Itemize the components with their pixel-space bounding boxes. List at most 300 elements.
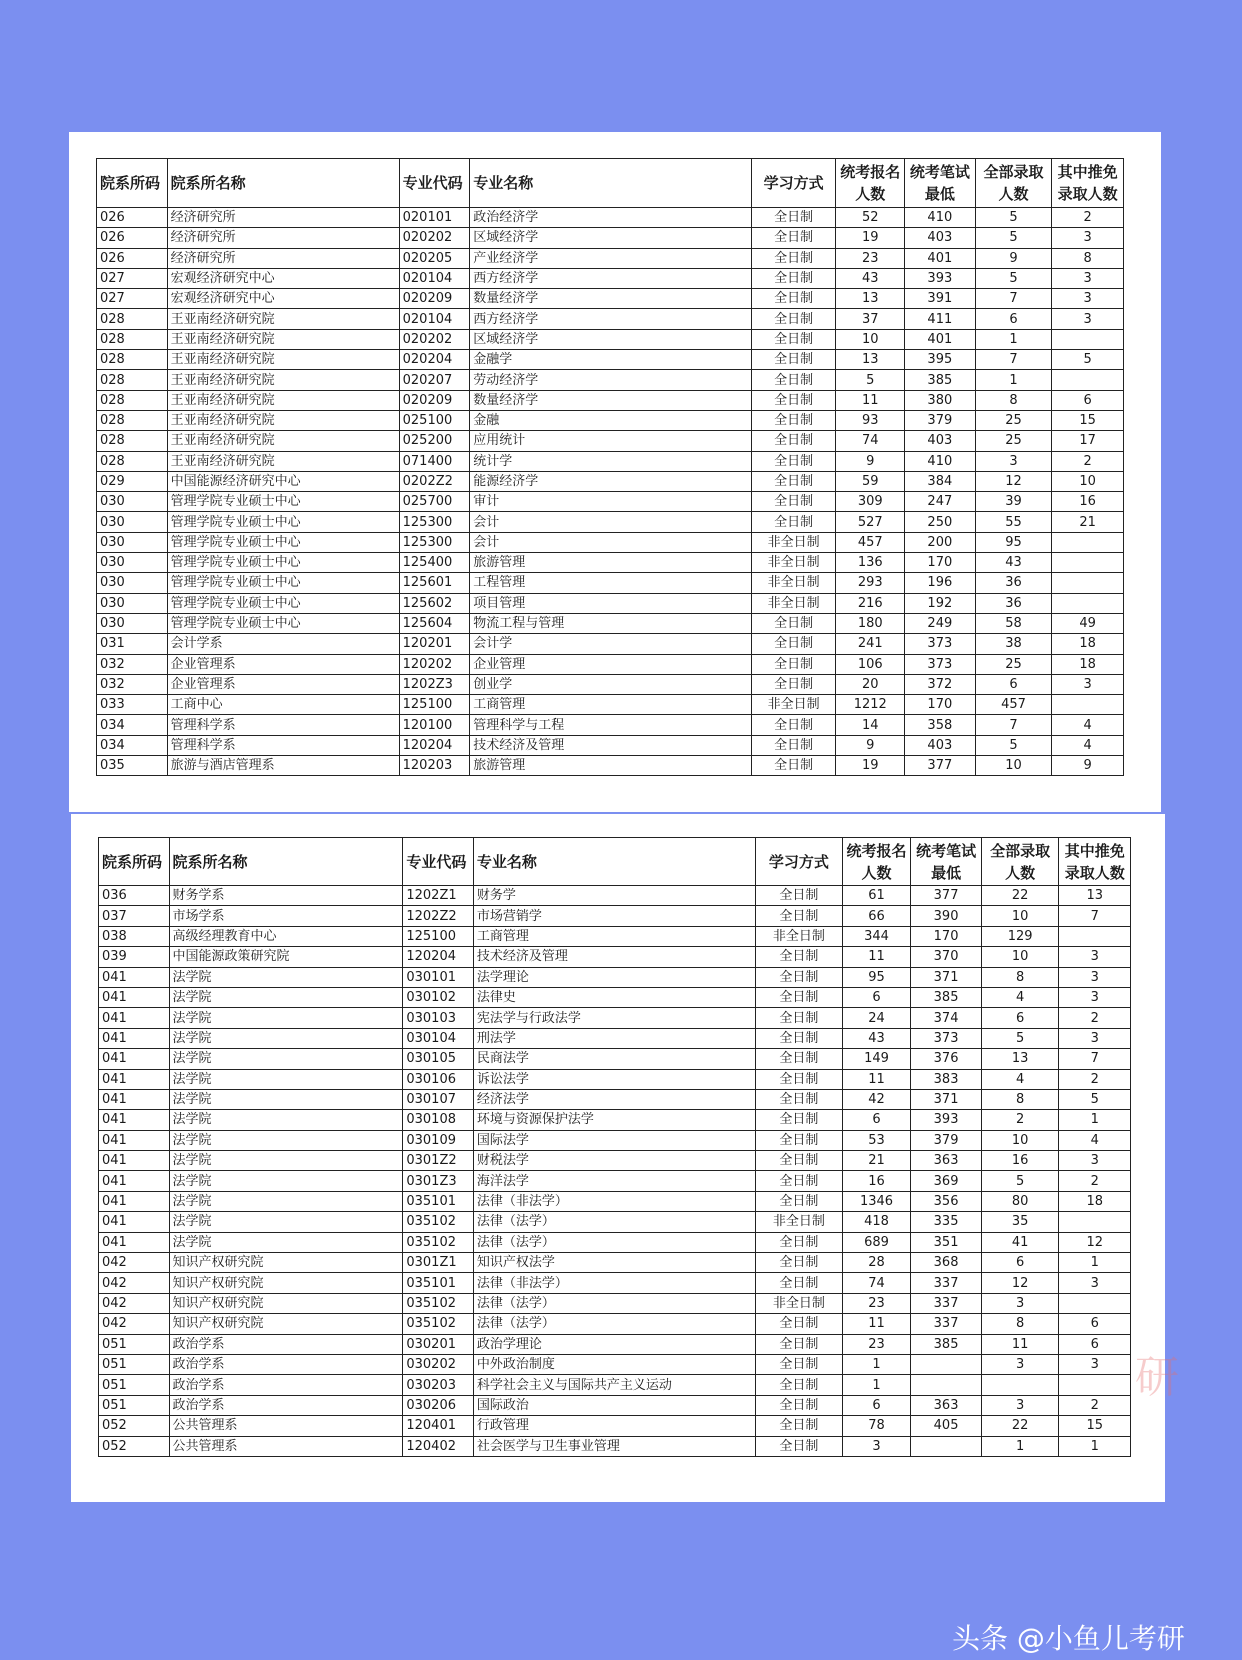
cell-dept-code: 029 xyxy=(97,471,168,491)
cell-dept-code: 051 xyxy=(99,1354,170,1374)
cell-min-score xyxy=(911,1354,982,1374)
cell-min-score: 373 xyxy=(905,654,976,674)
cell-study-mode: 全日制 xyxy=(751,735,836,755)
cell-dept-code: 028 xyxy=(97,451,168,471)
cell-study-mode: 全日制 xyxy=(756,1069,843,1089)
cell-study-mode: 全日制 xyxy=(751,451,836,471)
cell-min-score: 377 xyxy=(905,756,976,776)
cell-applicants: 241 xyxy=(836,634,905,654)
cell-study-mode: 全日制 xyxy=(756,886,843,906)
cell-applicants: 180 xyxy=(836,613,905,633)
cell-study-mode: 全日制 xyxy=(751,228,836,248)
cell-recommended: 3 xyxy=(1059,987,1131,1007)
score-sheet-part-2 xyxy=(71,814,1179,1502)
cell-study-mode: 全日制 xyxy=(751,431,836,451)
table-row xyxy=(99,1008,1131,1028)
cell-study-mode: 全日制 xyxy=(756,987,843,1007)
cell-major-name: 产业经济学 xyxy=(470,248,751,268)
cell-dept-name: 法学院 xyxy=(169,1130,403,1150)
cell-dept-code: 030 xyxy=(97,492,168,512)
cell-min-score: 379 xyxy=(911,1130,982,1150)
cell-recommended: 9 xyxy=(1052,756,1124,776)
cell-study-mode: 全日制 xyxy=(751,634,836,654)
cell-recommended: 15 xyxy=(1059,1416,1131,1436)
table-row xyxy=(97,451,1124,471)
table-row xyxy=(99,1395,1131,1415)
cell-dept-code: 030 xyxy=(97,553,168,573)
cell-major-code: 030105 xyxy=(403,1049,474,1069)
cell-dept-name: 中国能源政策研究院 xyxy=(169,947,403,967)
cell-major-name: 数量经济学 xyxy=(470,390,751,410)
cell-admitted: 10 xyxy=(981,947,1059,967)
cell-admitted: 3 xyxy=(981,1395,1059,1415)
cell-applicants: 309 xyxy=(836,492,905,512)
cell-study-mode: 非全日制 xyxy=(756,1293,843,1313)
cell-admitted: 8 xyxy=(981,967,1059,987)
header-major-code: 专业代码 xyxy=(399,159,470,208)
cell-recommended: 6 xyxy=(1052,390,1124,410)
cell-recommended xyxy=(1059,1375,1131,1395)
cell-major-code: 035102 xyxy=(403,1212,474,1232)
table-row xyxy=(97,208,1124,228)
cell-dept-name: 高级经理教育中心 xyxy=(169,926,403,946)
cell-min-score: 356 xyxy=(911,1191,982,1211)
table-row xyxy=(97,410,1124,430)
cell-major-code: 020101 xyxy=(399,208,470,228)
cell-dept-code: 041 xyxy=(99,987,170,1007)
cell-dept-name: 宏观经济研究中心 xyxy=(167,268,399,288)
cell-recommended: 17 xyxy=(1052,431,1124,451)
table-2-body xyxy=(99,886,1131,1457)
table-row xyxy=(97,431,1124,451)
cell-dept-code: 041 xyxy=(99,1171,170,1191)
cell-study-mode: 全日制 xyxy=(751,208,836,228)
cell-major-name: 诉讼法学 xyxy=(473,1069,755,1089)
table-row xyxy=(97,309,1124,329)
cell-dept-name: 法学院 xyxy=(169,1110,403,1130)
cell-recommended: 10 xyxy=(1052,471,1124,491)
cell-applicants: 52 xyxy=(836,208,905,228)
cell-dept-name: 中国能源经济研究中心 xyxy=(167,471,399,491)
cell-dept-name: 管理学院专业硕士中心 xyxy=(167,613,399,633)
table-row xyxy=(97,370,1124,390)
cell-study-mode: 全日制 xyxy=(756,1253,843,1273)
cell-min-score: 170 xyxy=(911,926,982,946)
cell-admitted: 10 xyxy=(981,1130,1059,1150)
cell-admitted: 3 xyxy=(981,1354,1059,1374)
cell-recommended xyxy=(1052,370,1124,390)
cell-admitted: 1 xyxy=(975,329,1052,349)
cell-dept-name: 工商中心 xyxy=(167,695,399,715)
cell-applicants: 23 xyxy=(842,1293,911,1313)
cell-admitted: 10 xyxy=(981,906,1059,926)
cell-dept-name: 王亚南经济研究院 xyxy=(167,350,399,370)
header-dept-code: 院系所码 xyxy=(99,838,170,886)
cell-major-code: 120202 xyxy=(399,654,470,674)
table-row xyxy=(99,1028,1131,1048)
cell-dept-code: 041 xyxy=(99,1069,170,1089)
table-row xyxy=(99,886,1131,906)
table-row xyxy=(99,1110,1131,1130)
cell-dept-name: 王亚南经济研究院 xyxy=(167,431,399,451)
cell-study-mode: 全日制 xyxy=(751,410,836,430)
cell-dept-name: 管理学院专业硕士中心 xyxy=(167,532,399,552)
cell-recommended: 1 xyxy=(1059,1436,1131,1456)
header-recommended: 其中推免录取人数 xyxy=(1059,838,1131,886)
cell-dept-name: 旅游与酒店管理系 xyxy=(167,756,399,776)
cell-admitted: 11 xyxy=(981,1334,1059,1354)
cell-min-score: 170 xyxy=(905,695,976,715)
cell-min-score: 385 xyxy=(911,1334,982,1354)
table-row xyxy=(99,1375,1131,1395)
cell-applicants: 9 xyxy=(836,451,905,471)
cell-min-score: 393 xyxy=(911,1110,982,1130)
cell-major-code: 120204 xyxy=(403,947,474,967)
cell-recommended: 21 xyxy=(1052,512,1124,532)
cell-major-code: 120203 xyxy=(399,756,470,776)
table-row xyxy=(99,1293,1131,1313)
cell-recommended xyxy=(1059,1293,1131,1313)
cell-applicants: 59 xyxy=(836,471,905,491)
cell-major-code: 120402 xyxy=(403,1436,474,1456)
table-row xyxy=(99,1049,1131,1069)
cell-dept-code: 030 xyxy=(97,593,168,613)
cell-admitted: 9 xyxy=(975,248,1052,268)
cell-min-score: 403 xyxy=(905,228,976,248)
cell-major-name: 法学理论 xyxy=(473,967,755,987)
cell-major-name: 创业学 xyxy=(470,674,751,694)
cell-dept-code: 041 xyxy=(99,1212,170,1232)
cell-applicants: 13 xyxy=(836,289,905,309)
cell-recommended: 2 xyxy=(1052,451,1124,471)
cell-major-name: 政治学理论 xyxy=(473,1334,755,1354)
footer-credit: 头条 @小鱼儿考研 xyxy=(952,1622,1185,1655)
table-row xyxy=(97,329,1124,349)
cell-applicants: 1 xyxy=(842,1354,911,1374)
cell-min-score: 368 xyxy=(911,1253,982,1273)
cell-major-code: 030108 xyxy=(403,1110,474,1130)
cell-study-mode: 全日制 xyxy=(751,654,836,674)
cell-major-name: 经济法学 xyxy=(473,1089,755,1109)
cell-min-score: 377 xyxy=(911,886,982,906)
cell-dept-code: 028 xyxy=(97,350,168,370)
cell-admitted: 5 xyxy=(975,208,1052,228)
cell-admitted: 8 xyxy=(981,1089,1059,1109)
cell-admitted: 6 xyxy=(981,1008,1059,1028)
cell-recommended xyxy=(1059,1212,1131,1232)
cell-major-code: 035102 xyxy=(403,1232,474,1252)
cell-min-score: 376 xyxy=(911,1049,982,1069)
cell-dept-code: 041 xyxy=(99,1232,170,1252)
header-study-mode: 学习方式 xyxy=(751,159,836,208)
cell-major-name: 技术经济及管理 xyxy=(473,947,755,967)
cell-recommended: 5 xyxy=(1059,1089,1131,1109)
cell-major-name: 会计 xyxy=(470,512,751,532)
cell-major-code: 020207 xyxy=(399,370,470,390)
cell-dept-name: 王亚南经济研究院 xyxy=(167,309,399,329)
cell-dept-name: 经济研究所 xyxy=(167,248,399,268)
cell-major-name: 会计 xyxy=(470,532,751,552)
cell-dept-name: 知识产权研究院 xyxy=(169,1314,403,1334)
cell-applicants: 9 xyxy=(836,735,905,755)
cell-dept-code: 038 xyxy=(99,926,170,946)
cell-dept-name: 经济研究所 xyxy=(167,228,399,248)
cell-major-name: 会计学 xyxy=(470,634,751,654)
cell-major-name: 金融 xyxy=(470,410,751,430)
cell-major-name: 项目管理 xyxy=(470,593,751,613)
header-recommended: 其中推免录取人数 xyxy=(1052,159,1124,208)
cell-admitted: 6 xyxy=(975,674,1052,694)
cell-dept-code: 042 xyxy=(99,1293,170,1313)
cell-dept-code: 042 xyxy=(99,1273,170,1293)
cell-major-name: 国际法学 xyxy=(473,1130,755,1150)
cell-dept-name: 法学院 xyxy=(169,1049,403,1069)
cell-study-mode: 全日制 xyxy=(756,1232,843,1252)
table-row xyxy=(99,987,1131,1007)
cell-study-mode: 非全日制 xyxy=(751,532,836,552)
cell-study-mode: 非全日制 xyxy=(751,593,836,613)
cell-major-code: 125300 xyxy=(399,532,470,552)
cell-major-code: 0301Z2 xyxy=(403,1151,474,1171)
cell-major-code: 030103 xyxy=(403,1008,474,1028)
cell-min-score: 385 xyxy=(905,370,976,390)
table-row xyxy=(99,1191,1131,1211)
cell-admitted: 36 xyxy=(975,573,1052,593)
cell-dept-code: 041 xyxy=(99,1008,170,1028)
cell-major-code: 030203 xyxy=(403,1375,474,1395)
cell-dept-code: 026 xyxy=(97,208,168,228)
cell-min-score: 370 xyxy=(911,947,982,967)
cell-major-name: 技术经济及管理 xyxy=(470,735,751,755)
cell-study-mode: 全日制 xyxy=(751,674,836,694)
score-sheet-part-1 xyxy=(69,132,1161,812)
cell-major-code: 030202 xyxy=(403,1354,474,1374)
cell-min-score: 170 xyxy=(905,553,976,573)
cell-dept-code: 031 xyxy=(97,634,168,654)
cell-applicants: 6 xyxy=(842,987,911,1007)
cell-applicants: 5 xyxy=(836,370,905,390)
cell-admitted: 1 xyxy=(975,370,1052,390)
cell-admitted: 25 xyxy=(975,654,1052,674)
cell-dept-code: 028 xyxy=(97,410,168,430)
cell-applicants: 14 xyxy=(836,715,905,735)
cell-recommended: 7 xyxy=(1059,1049,1131,1069)
cell-major-name: 海洋法学 xyxy=(473,1171,755,1191)
table-row xyxy=(97,289,1124,309)
cell-applicants: 11 xyxy=(842,947,911,967)
cell-admitted: 5 xyxy=(975,735,1052,755)
cell-dept-name: 王亚南经济研究院 xyxy=(167,410,399,430)
cell-study-mode: 全日制 xyxy=(756,1334,843,1354)
cell-major-code: 1202Z2 xyxy=(403,906,474,926)
cell-min-score: 200 xyxy=(905,532,976,552)
header-row xyxy=(97,159,1124,208)
cell-dept-code: 035 xyxy=(97,756,168,776)
cell-study-mode: 全日制 xyxy=(751,289,836,309)
cell-applicants: 1 xyxy=(842,1375,911,1395)
cell-dept-code: 042 xyxy=(99,1314,170,1334)
cell-min-score: 410 xyxy=(905,208,976,228)
table-row xyxy=(97,613,1124,633)
cell-admitted: 38 xyxy=(975,634,1052,654)
cell-study-mode: 全日制 xyxy=(751,756,836,776)
cell-study-mode: 全日制 xyxy=(756,1110,843,1130)
table-row xyxy=(97,471,1124,491)
cell-major-name: 旅游管理 xyxy=(470,553,751,573)
cell-dept-code: 036 xyxy=(99,886,170,906)
cell-applicants: 216 xyxy=(836,593,905,613)
cell-dept-code: 028 xyxy=(97,431,168,451)
cell-min-score: 337 xyxy=(911,1273,982,1293)
cell-study-mode: 全日制 xyxy=(756,1273,843,1293)
cell-recommended: 3 xyxy=(1052,268,1124,288)
cell-applicants: 106 xyxy=(836,654,905,674)
header-applicants: 统考报名人数 xyxy=(842,838,911,886)
cell-dept-name: 法学院 xyxy=(169,1232,403,1252)
cell-recommended: 3 xyxy=(1059,1273,1131,1293)
cell-recommended: 3 xyxy=(1059,947,1131,967)
table-row xyxy=(99,1171,1131,1191)
table-row xyxy=(97,674,1124,694)
cell-dept-code: 034 xyxy=(97,735,168,755)
cell-major-code: 035101 xyxy=(403,1273,474,1293)
cell-study-mode: 全日制 xyxy=(756,1171,843,1191)
cell-min-score: 395 xyxy=(905,350,976,370)
table-row xyxy=(99,1089,1131,1109)
cell-study-mode: 非全日制 xyxy=(756,926,843,946)
cell-major-name: 法律（法学） xyxy=(473,1232,755,1252)
cell-dept-name: 管理科学系 xyxy=(167,715,399,735)
cell-min-score: 401 xyxy=(905,329,976,349)
table-row xyxy=(97,654,1124,674)
header-admitted: 全部录取人数 xyxy=(981,838,1059,886)
cell-min-score: 196 xyxy=(905,573,976,593)
header-study-mode: 学习方式 xyxy=(756,838,843,886)
cell-study-mode: 全日制 xyxy=(751,268,836,288)
cell-major-name: 社会医学与卫生事业管理 xyxy=(473,1436,755,1456)
cell-study-mode: 全日制 xyxy=(751,471,836,491)
cell-min-score: 405 xyxy=(911,1416,982,1436)
cell-dept-code: 042 xyxy=(99,1253,170,1273)
cell-major-name: 行政管理 xyxy=(473,1416,755,1436)
cell-recommended: 7 xyxy=(1059,906,1131,926)
cell-recommended: 2 xyxy=(1059,1008,1131,1028)
cell-min-score: 192 xyxy=(905,593,976,613)
cell-major-code: 035102 xyxy=(403,1314,474,1334)
cell-dept-name: 政治学系 xyxy=(169,1395,403,1415)
cell-dept-code: 034 xyxy=(97,715,168,735)
table-row xyxy=(99,947,1131,967)
cell-dept-name: 政治学系 xyxy=(169,1354,403,1374)
cell-dept-code: 051 xyxy=(99,1334,170,1354)
cell-admitted: 7 xyxy=(975,715,1052,735)
cell-admitted: 6 xyxy=(981,1253,1059,1273)
cell-applicants: 6 xyxy=(842,1110,911,1130)
cell-recommended: 1 xyxy=(1059,1110,1131,1130)
cell-study-mode: 全日制 xyxy=(756,1028,843,1048)
cell-min-score: 373 xyxy=(911,1028,982,1048)
cell-admitted: 13 xyxy=(981,1049,1059,1069)
cell-recommended: 2 xyxy=(1059,1171,1131,1191)
cell-dept-name: 知识产权研究院 xyxy=(169,1293,403,1313)
cell-major-code: 025200 xyxy=(399,431,470,451)
cell-dept-name: 知识产权研究院 xyxy=(169,1253,403,1273)
table-row xyxy=(99,1273,1131,1293)
cell-admitted: 22 xyxy=(981,1416,1059,1436)
cell-major-name: 工商管理 xyxy=(470,695,751,715)
cell-admitted: 8 xyxy=(981,1314,1059,1334)
cell-study-mode: 全日制 xyxy=(751,350,836,370)
admission-table-2 xyxy=(98,837,1131,1457)
cell-min-score: 363 xyxy=(911,1395,982,1415)
cell-study-mode: 全日制 xyxy=(751,248,836,268)
cell-min-score: 351 xyxy=(911,1232,982,1252)
cell-applicants: 3 xyxy=(842,1436,911,1456)
cell-applicants: 74 xyxy=(842,1273,911,1293)
cell-study-mode: 全日制 xyxy=(751,390,836,410)
cell-recommended: 2 xyxy=(1059,1395,1131,1415)
cell-applicants: 1346 xyxy=(842,1191,911,1211)
cell-min-score: 401 xyxy=(905,248,976,268)
cell-dept-code: 041 xyxy=(99,1151,170,1171)
cell-admitted: 457 xyxy=(975,695,1052,715)
table-row xyxy=(99,1232,1131,1252)
cell-admitted: 5 xyxy=(975,228,1052,248)
cell-min-score: 390 xyxy=(911,906,982,926)
cell-admitted: 1 xyxy=(981,1436,1059,1456)
header-dept-name: 院系所名称 xyxy=(167,159,399,208)
cell-major-name: 政治经济学 xyxy=(470,208,751,228)
cell-admitted: 80 xyxy=(981,1191,1059,1211)
cell-major-name: 知识产权法学 xyxy=(473,1253,755,1273)
cell-applicants: 93 xyxy=(836,410,905,430)
cell-major-code: 1202Z1 xyxy=(403,886,474,906)
cell-dept-code: 030 xyxy=(97,512,168,532)
cell-major-code: 125400 xyxy=(399,553,470,573)
table-row xyxy=(97,512,1124,532)
cell-study-mode: 非全日制 xyxy=(751,695,836,715)
cell-major-code: 0301Z1 xyxy=(403,1253,474,1273)
cell-applicants: 344 xyxy=(842,926,911,946)
cell-applicants: 10 xyxy=(836,329,905,349)
cell-min-score: 380 xyxy=(905,390,976,410)
cell-dept-name: 企业管理系 xyxy=(167,674,399,694)
cell-min-score: 371 xyxy=(911,967,982,987)
table-row xyxy=(99,1314,1131,1334)
cell-applicants: 16 xyxy=(842,1171,911,1191)
cell-min-score xyxy=(911,1436,982,1456)
cell-major-code: 030101 xyxy=(403,967,474,987)
cell-dept-name: 公共管理系 xyxy=(169,1436,403,1456)
cell-dept-code: 051 xyxy=(99,1375,170,1395)
cell-dept-name: 法学院 xyxy=(169,1151,403,1171)
cell-study-mode: 全日制 xyxy=(756,1151,843,1171)
cell-major-name: 旅游管理 xyxy=(470,756,751,776)
cell-admitted: 16 xyxy=(981,1151,1059,1171)
cell-admitted: 43 xyxy=(975,553,1052,573)
table-row xyxy=(99,1069,1131,1089)
cell-dept-name: 公共管理系 xyxy=(169,1416,403,1436)
table-row xyxy=(99,926,1131,946)
cell-min-score: 249 xyxy=(905,613,976,633)
watermark-seal: 研 xyxy=(1135,1352,1179,1403)
cell-dept-name: 法学院 xyxy=(169,1028,403,1048)
cell-recommended xyxy=(1052,329,1124,349)
cell-major-code: 020209 xyxy=(399,289,470,309)
cell-dept-code: 033 xyxy=(97,695,168,715)
table-row xyxy=(97,532,1124,552)
cell-applicants: 23 xyxy=(836,248,905,268)
